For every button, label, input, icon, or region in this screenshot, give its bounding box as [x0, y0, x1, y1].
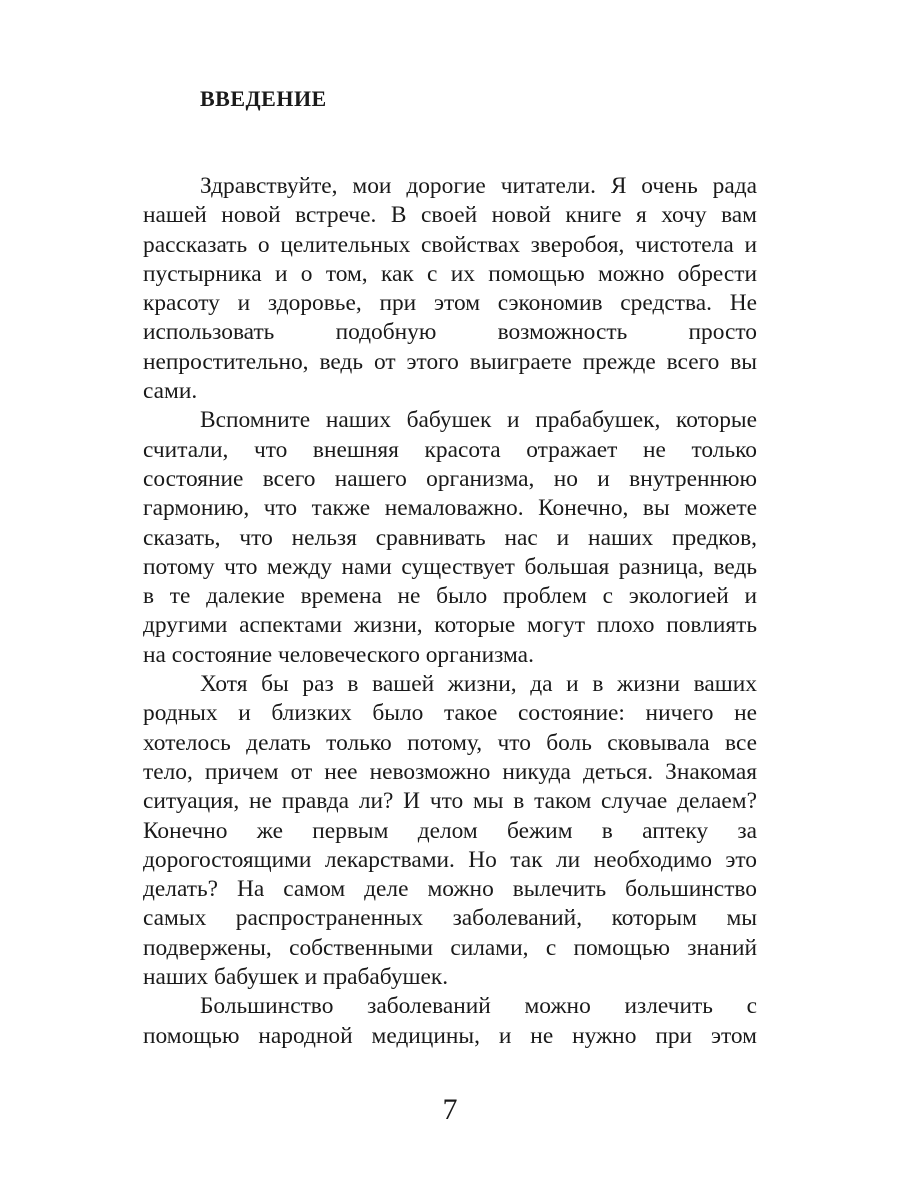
text-line: самых распространенных заболеваний, которым мы [143, 905, 757, 932]
text-line: непростительно, ведь от этого выиграете прежде всего вы [143, 348, 757, 375]
paragraph-4 [143, 992, 757, 1051]
text-line: красоту и здоровье, при этом сэкономив средства. Не [143, 290, 757, 317]
text-line: тело, причем от нее невозможно никуда деться. Знакомая [143, 758, 757, 785]
body-text [143, 172, 757, 1051]
text-line: дорогостоящими лекарствами. Но так ли необходимо это [143, 846, 757, 873]
text-line: делать? На самом деле можно вылечить большинство [143, 876, 757, 903]
text-line: состояние всего нашего организма, но и внутреннюю [143, 465, 757, 492]
text-line: пустырника и о том, как с их помощью можно обрести [143, 260, 757, 287]
text-line: Вспомните наших бабушек и прабабушек, которые [200, 407, 757, 434]
text-line: Хотя бы раз в вашей жизни, да и в жизни ваших [200, 671, 757, 698]
text-line: родных и близких было такое состояние: ничего не [143, 700, 757, 727]
text-line: подвержены, собственными силами, с помощью знаний [143, 934, 757, 961]
text-line: рассказать о целительных свойствах зверобоя, чистотела и [143, 231, 757, 258]
text-line: гармонию, что также немаловажно. Конечно, вы можете [143, 495, 757, 522]
text-line: сами. [143, 378, 198, 405]
text-line: хотелось делать только потому, что боль сковывала все [143, 729, 757, 756]
paragraph-3 [143, 670, 757, 992]
text-line: Большинство заболеваний можно излечить с [200, 993, 757, 1020]
text-line: сказать, что нельзя сравнивать нас и наших предков, [143, 524, 757, 551]
text-line: другими аспектами жизни, которые могут плохо повлиять [143, 612, 757, 639]
paragraph-1 [143, 172, 757, 406]
text-line: ситуация, не правда ли? И что мы в таком случае делаем? [143, 788, 757, 815]
page-number: 7 [442, 1093, 458, 1126]
text-line: использовать подобную возможность просто [143, 319, 757, 346]
chapter-heading: ВВЕДЕНИЕ [200, 86, 327, 111]
text-line: наших бабушек и прабабушек. [143, 964, 449, 991]
paragraph-2 [143, 406, 757, 670]
text-line: потому что между нами существует большая разница, ведь [143, 553, 757, 580]
text-line: помощью народной медицины, и не нужно при этом [143, 1022, 757, 1049]
text-line: нашей новой встрече. В своей новой книге я хочу вам [143, 202, 757, 229]
text-line: считали, что внешняя красота отражает не только [143, 436, 757, 463]
text-line: Конечно же первым делом бежим в аптеку за [143, 817, 757, 844]
text-line: на состояние человеческого организма. [143, 641, 534, 668]
text-line: Здравствуйте, мои дорогие читатели. Я очень рада [200, 173, 757, 199]
text-line: в те далекие времена не было проблем с экологией и [143, 583, 757, 610]
